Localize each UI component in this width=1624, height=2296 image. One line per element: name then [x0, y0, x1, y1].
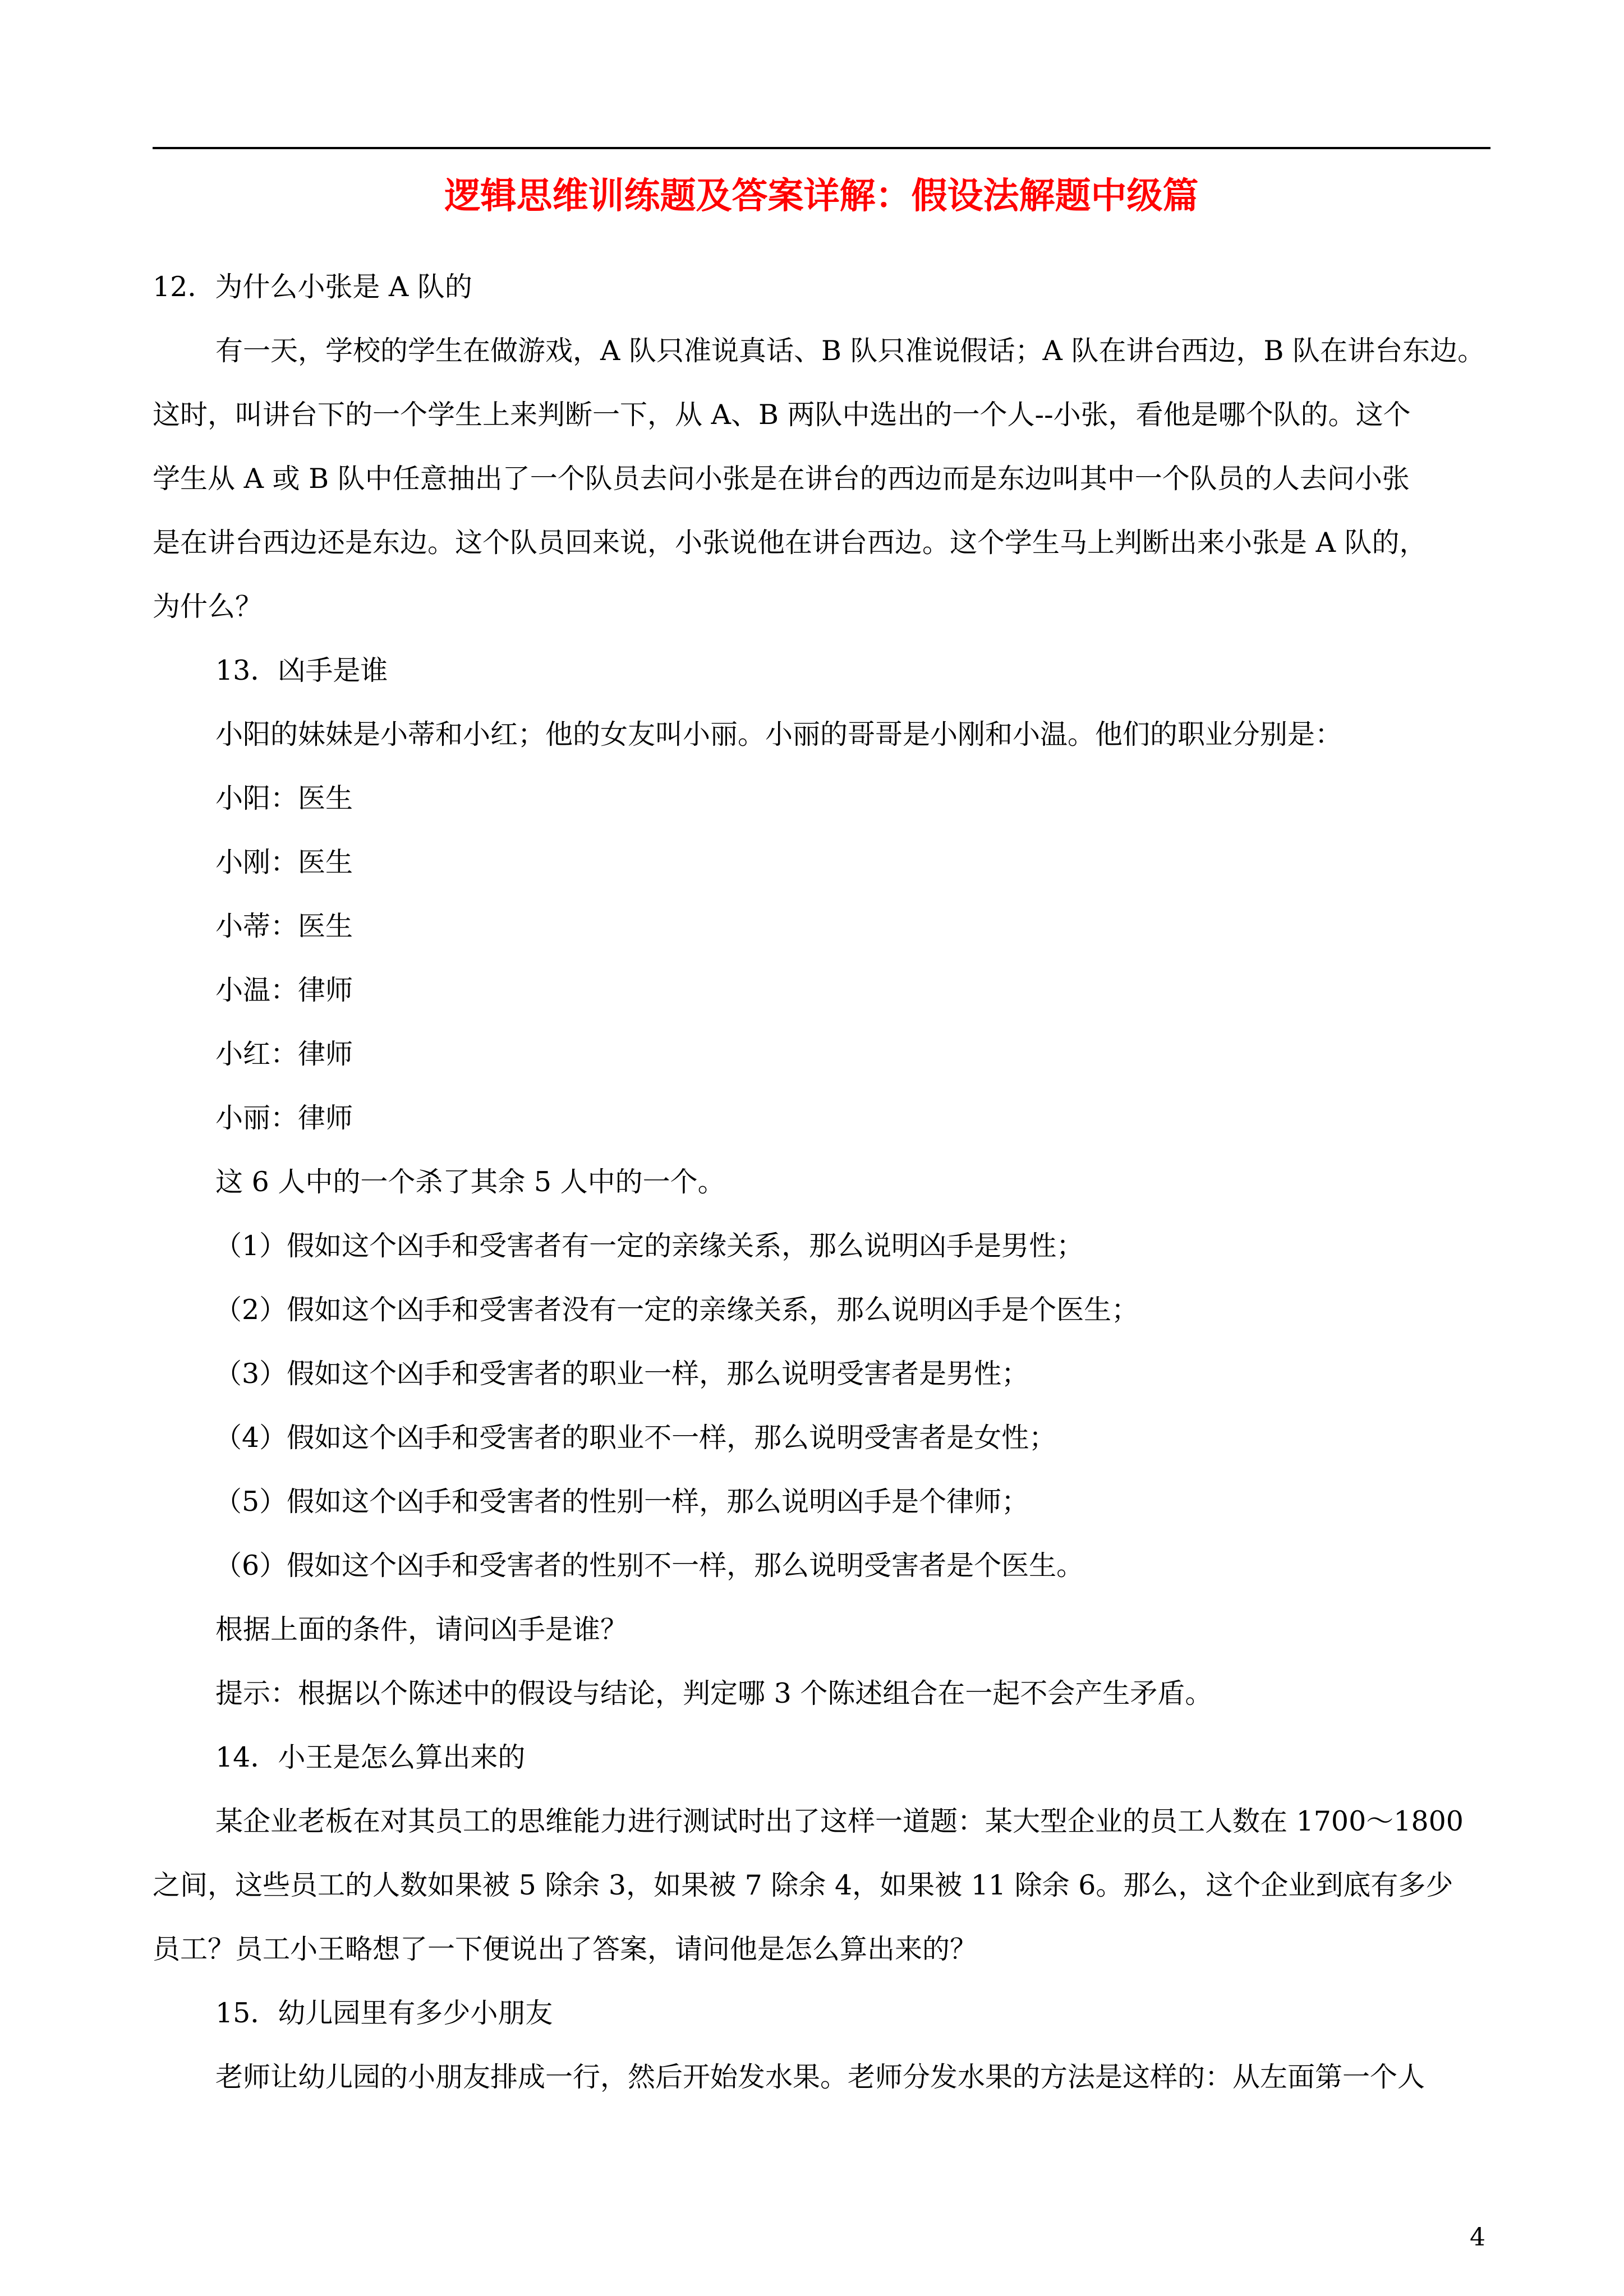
text-line: （6）假如这个凶手和受害者的性别不一样，那么说明受害者是个医生。	[214, 1550, 1084, 1582]
text-line: 这 6 人中的一个杀了其余 5 人中的一个。	[215, 1166, 725, 1198]
text-line: 12．为什么小张是 A 队的	[153, 271, 472, 303]
text-line: 为什么？	[153, 591, 263, 623]
document-title: 逻辑思维训练题及答案详解：假设法解题中级篇	[444, 176, 1199, 217]
document-body	[153, 255, 1493, 2109]
text-line: 15．幼儿园里有多少小朋友	[215, 1997, 553, 2029]
header-rule	[153, 147, 1490, 149]
text-line: 根据上面的条件，请问凶手是谁？	[215, 1613, 628, 1645]
text-line: 是在讲台西边还是东边。这个队员回来说，小张说他在讲台西边。这个学生马上判断出来小张是 A 队的，	[153, 527, 1427, 559]
text-line: 这时，叫讲台下的一个学生上来判断一下，从 A、B 两队中选出的一个人--小张，看他是哪个队的。这个	[153, 399, 1411, 431]
text-line: 老师让幼儿园的小朋友排成一行，然后开始发水果。老师分发水果的方法是这样的：从左面第一个人	[215, 2061, 1425, 2093]
text-line: （4）假如这个凶手和受害者的职业不一样，那么说明受害者是女性；	[214, 1422, 1057, 1454]
text-line: （1）假如这个凶手和受害者有一定的亲缘关系，那么说明凶手是男性；	[214, 1230, 1084, 1262]
text-line: （2）假如这个凶手和受害者没有一定的亲缘关系，那么说明凶手是个医生；	[214, 1294, 1139, 1326]
text-line: 之间，这些员工的人数如果被 5 除余 3，如果被 7 除余 4，如果被 11 除余 6。那么，这个企业到底有多少	[153, 1869, 1453, 1901]
page-number: 4	[1470, 2223, 1485, 2252]
text-line: 小阳的妹妹是小蒂和小红；他的女友叫小丽。小丽的哥哥是小刚和小温。他们的职业分别是：	[215, 718, 1343, 750]
text-line: 小阳：医生	[215, 782, 353, 814]
text-line: 某企业老板在对其员工的思维能力进行测试时出了这样一道题：某大型企业的员工人数在 1700～1800	[215, 1805, 1464, 1837]
text-line: 学生从 A 或 B 队中任意抽出了一个队员去问小张是在讲台的西边而是东边叫其中一个队员的人去问小张	[153, 463, 1410, 495]
text-line: 13．凶手是谁	[215, 654, 388, 686]
text-line: 有一天，学校的学生在做游戏，A 队只准说真话、B 队只准说假话；A 队在讲台西边，B 队在讲台东边。	[215, 335, 1485, 367]
text-line: 小丽：律师	[215, 1102, 353, 1134]
text-line: 14．小王是怎么算出来的	[215, 1741, 526, 1773]
text-line: 小温：律师	[215, 974, 353, 1006]
text-line: 小蒂：医生	[215, 910, 353, 942]
text-line: 员工？员工小王略想了一下便说出了答案，请问他是怎么算出来的？	[153, 1933, 978, 1965]
text-line: （5）假如这个凶手和受害者的性别一样，那么说明凶手是个律师；	[214, 1486, 1029, 1518]
text-line: 提示：根据以个陈述中的假设与结论，判定哪 3 个陈述组合在一起不会产生矛盾。	[215, 1677, 1213, 1709]
text-line: 小红：律师	[215, 1038, 353, 1070]
text-line: （3）假如这个凶手和受害者的职业一样，那么说明受害者是男性；	[214, 1358, 1029, 1390]
text-line: 小刚：医生	[215, 846, 353, 878]
